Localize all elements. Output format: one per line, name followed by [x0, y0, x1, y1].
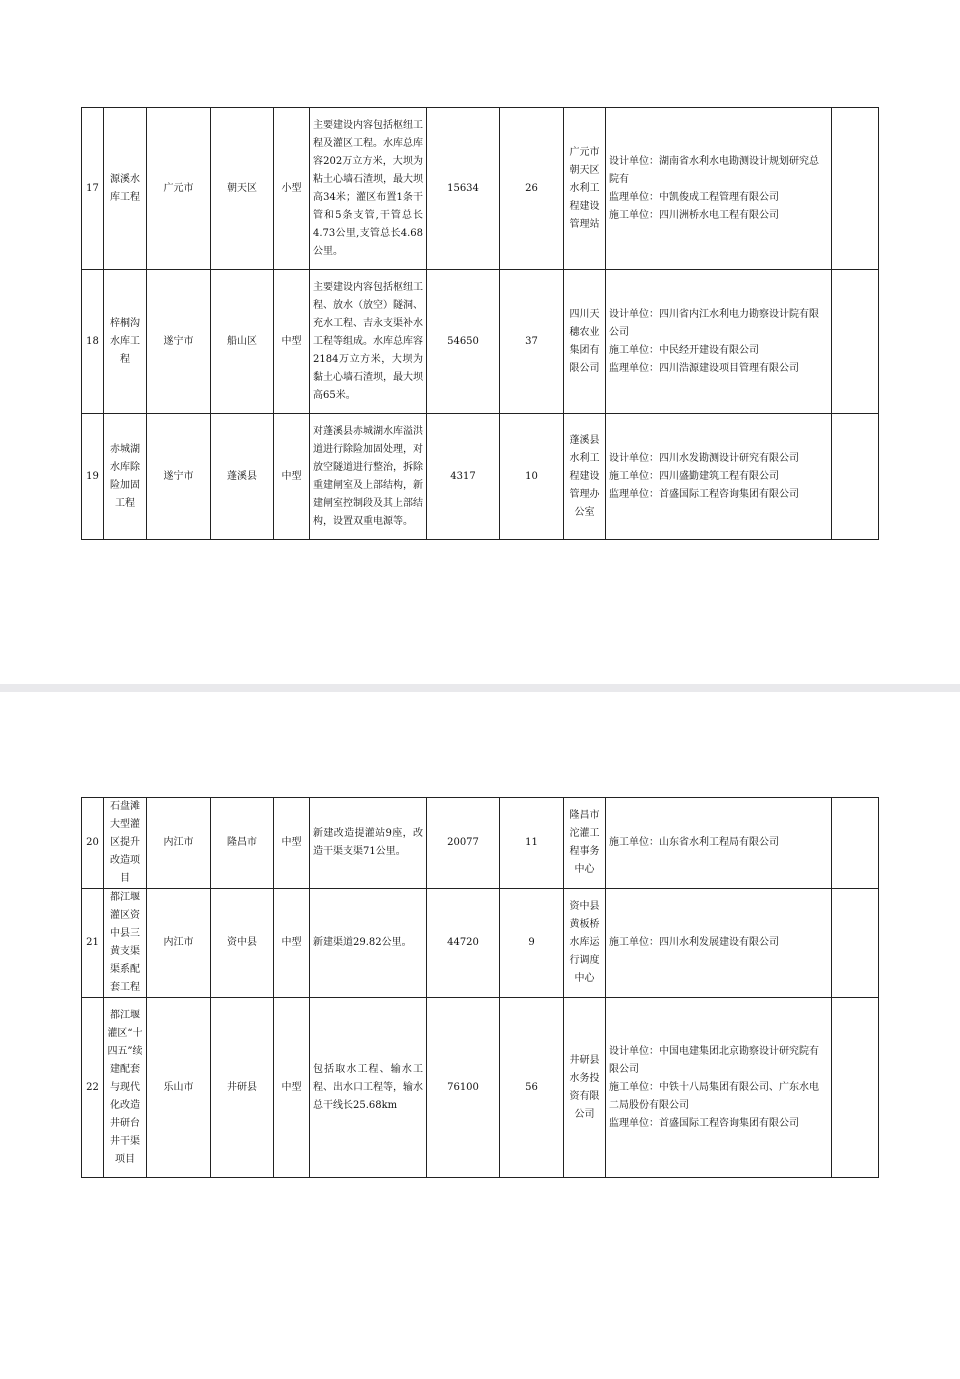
construction-duration: 10 [500, 414, 564, 540]
unit-line: 施工单位：四川水利发展建设有限公司 [609, 937, 779, 948]
document-page-1 [0, 0, 960, 684]
participating-units [606, 998, 832, 1178]
table-row [82, 270, 879, 414]
document-page-2 [0, 692, 960, 1379]
project-name: 赤城湖水库除险加固工程 [104, 414, 147, 540]
table-row [82, 998, 879, 1178]
row-number: 22 [82, 998, 104, 1178]
project-scale: 小型 [274, 108, 310, 270]
project-scale: 中型 [274, 798, 310, 889]
city: 遂宁市 [147, 414, 211, 540]
city: 内江市 [147, 798, 211, 889]
row-number: 17 [82, 108, 104, 270]
construction-content: 主要建设内容包括枢纽工程及灌区工程。水库总库容202万立方米，大坝为粘土心墙石渣坝，最大坝高34米；灌区布置1条干管和5条支管,干管总长4.73公里,支管总长4.68公里。 [310, 108, 427, 270]
construction-entity: 四川天穗农业集团有限公司 [564, 270, 606, 414]
unit-line: 设计单位：中国电建集团北京勘察设计研究院有限公司 [609, 1045, 819, 1075]
construction-content: 包括取水工程、输水工程、出水口工程等，输水总干线长25.68km [310, 998, 427, 1178]
unit-line: 施工单位：中铁十八局集团有限公司、广东水电二局股份有限公司 [609, 1081, 819, 1111]
city: 乐山市 [147, 998, 211, 1178]
project-scale: 中型 [274, 270, 310, 414]
construction-duration: 37 [500, 270, 564, 414]
unit-line: 监理单位：四川浩源建设项目管理有限公司 [609, 362, 799, 374]
construction-entity: 隆昌市沱灌工程事务中心 [564, 798, 606, 889]
construction-content: 新建改造提灌站9座，改造干渠支渠71公里。 [310, 798, 427, 889]
construction-entity: 井研县水务投资有限公司 [564, 998, 606, 1178]
unit-line: 施工单位：四川盛勤建筑工程有限公司 [609, 470, 779, 482]
project-name: 都江堰灌区资中县三黄支渠渠系配套工程 [104, 889, 147, 998]
project-scale: 中型 [274, 889, 310, 998]
total-investment: 20077 [427, 798, 500, 889]
unit-line: 监理单位：中凯俊成工程管理有限公司 [609, 191, 779, 203]
participating-units [606, 270, 832, 414]
unit-line: 设计单位：湖南省水利水电勘测设计规划研究总院有 [609, 155, 819, 185]
county: 井研县 [211, 998, 274, 1178]
table-row [82, 889, 879, 998]
unit-line: 施工单位：山东省水利工程局有限公司 [609, 837, 779, 848]
row-number: 18 [82, 270, 104, 414]
remark [832, 998, 879, 1178]
table-row [82, 798, 879, 889]
total-investment: 4317 [427, 414, 500, 540]
remark [832, 108, 879, 270]
county: 隆昌市 [211, 798, 274, 889]
unit-line: 监理单位：首盛国际工程咨询集团有限公司 [609, 1117, 799, 1129]
project-name: 都江堰灌区“十四五”续建配套与现代化改造井研台井干渠项目 [104, 998, 147, 1178]
construction-entity: 蓬溪县水利工程建设管理办公室 [564, 414, 606, 540]
city: 广元市 [147, 108, 211, 270]
remark [832, 270, 879, 414]
construction-content: 主要建设内容包括枢纽工程、放水（放空）隧洞、充水工程、吉永支渠补水工程等组成。水库总库容2184万立方米，大坝为黏土心墙石渣坝，最大坝高65米。 [310, 270, 427, 414]
project-table-page-1 [81, 107, 879, 540]
construction-entity: 资中县黄板桥水库运行调度中心 [564, 889, 606, 998]
remark [832, 798, 879, 889]
table-row [82, 414, 879, 540]
participating-units [606, 798, 832, 889]
city: 遂宁市 [147, 270, 211, 414]
project-table-page-2 [81, 797, 879, 1178]
participating-units [606, 889, 832, 998]
row-number: 20 [82, 798, 104, 889]
project-name: 梓桐沟水库工程 [104, 270, 147, 414]
construction-duration: 26 [500, 108, 564, 270]
project-scale: 中型 [274, 414, 310, 540]
row-number: 19 [82, 414, 104, 540]
construction-content: 对蓬溪县赤城湖水库溢洪道进行除险加固处理，对放空隧道进行整治，拆除重建闸室及上部结构，新建闸室控制段及其上部结构，设置双重电源等。 [310, 414, 427, 540]
remark [832, 414, 879, 540]
construction-entity: 广元市朝天区水利工程建设管理站 [564, 108, 606, 270]
total-investment: 76100 [427, 998, 500, 1178]
row-number: 21 [82, 889, 104, 998]
city: 内江市 [147, 889, 211, 998]
project-name: 石盘滩大型灌区提升改造项目 [104, 798, 147, 889]
county: 资中县 [211, 889, 274, 998]
total-investment: 54650 [427, 270, 500, 414]
unit-line: 施工单位：四川洲桥水电工程有限公司 [609, 209, 779, 221]
unit-line: 设计单位：四川水发勘测设计研究有限公司 [609, 452, 799, 464]
county: 朝天区 [211, 108, 274, 270]
project-scale: 中型 [274, 998, 310, 1178]
remark [832, 889, 879, 998]
construction-duration: 9 [500, 889, 564, 998]
construction-duration: 11 [500, 798, 564, 889]
unit-line: 监理单位：首盛国际工程咨询集团有限公司 [609, 488, 799, 500]
table-row [82, 108, 879, 270]
participating-units [606, 108, 832, 270]
unit-line: 设计单位：四川省内江水利电力勘察设计院有限公司 [609, 308, 819, 338]
construction-duration: 56 [500, 998, 564, 1178]
unit-line: 施工单位：中民经开建设有限公司 [609, 344, 759, 356]
county: 蓬溪县 [211, 414, 274, 540]
participating-units [606, 414, 832, 540]
total-investment: 44720 [427, 889, 500, 998]
total-investment: 15634 [427, 108, 500, 270]
project-name: 源溪水库工程 [104, 108, 147, 270]
construction-content: 新建渠道29.82公里。 [310, 889, 427, 998]
county: 船山区 [211, 270, 274, 414]
